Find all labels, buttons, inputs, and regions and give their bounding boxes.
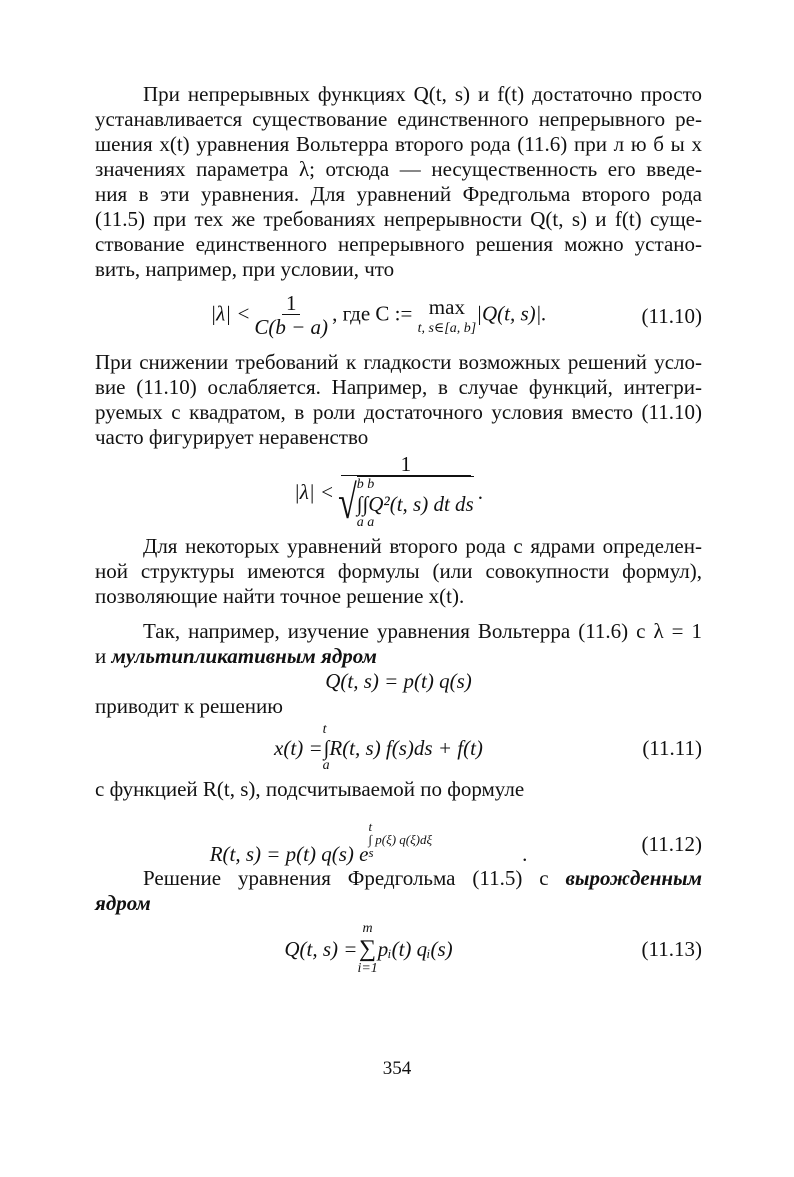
exponent: ∫ p(ξ) q(ξ)dξ — [368, 831, 433, 847]
fraction — [338, 453, 474, 531]
equation-number: (11.12) — [641, 832, 702, 856]
equation-sqrt-condition — [95, 450, 702, 534]
text-line: ния в эти уравнения. Для уравнений Фредгольма второго рода — [95, 182, 702, 206]
text-line: ствование единственного непрерывного решения можно устано- — [95, 232, 702, 256]
text-line: с функцией R(t, s), подсчитываемой по формуле — [95, 777, 525, 801]
period: . — [522, 841, 528, 866]
text-line: устанавливается существование единственного непрерывного ре- — [95, 107, 702, 131]
eq-text: Q(t, s) = p(t) q(s) — [325, 669, 472, 693]
eq-lhs: Q(t, s) = — [284, 936, 358, 961]
lower-limits: a a — [356, 515, 375, 530]
sum-upper: m — [362, 921, 373, 936]
equation-multiplicative-kernel — [95, 669, 702, 694]
integrand: ∫∫Q²(t, s) dt ds — [356, 492, 474, 516]
eq-lhs: |λ| < — [294, 479, 335, 504]
equation-11-10 — [95, 282, 702, 350]
text: Решение уравнения Фредгольма (11.5) с — [143, 866, 549, 890]
text: и — [95, 644, 112, 668]
text-line: вие (11.10) ослабляется. Например, в случае функций, интегри- — [95, 375, 702, 399]
text-line: Для некоторых уравнений второго рода с ядрами определен- — [143, 534, 702, 558]
sum-lower: i=1 — [357, 961, 378, 976]
exponent-upper-limit: t — [368, 818, 373, 834]
exponent-lower-limit: s — [368, 844, 374, 860]
eq-lhs: x(t) = — [274, 735, 323, 760]
text-line: Так, например, изучение уравнения Вольтерра (11.6) с λ = 1 — [143, 619, 702, 643]
body-text — [95, 82, 702, 982]
eq-rhs: pᵢ(t) qᵢ(s) — [377, 936, 453, 961]
eq-rhs: |Q(t, s)|. — [476, 301, 547, 326]
text-line: ной структуры имеются формулы (или совокупности формул), — [95, 559, 702, 583]
max-subscript: t, s∈[a, b] — [417, 321, 477, 336]
lower-limit: a — [322, 758, 330, 773]
text-line: руемых с квадратом, в роли достаточного условия вместо (11.10) — [95, 400, 702, 424]
equation-11-13 — [95, 916, 702, 982]
text-line: вить, например, при условии, что — [95, 257, 395, 281]
period: . — [477, 479, 483, 504]
numerator: 1 — [282, 292, 301, 315]
upper-limits: b b — [356, 477, 375, 492]
fraction — [254, 292, 328, 339]
text-line — [95, 891, 702, 916]
term-degenerate: вырожденным — [565, 866, 702, 890]
text-line — [95, 644, 702, 669]
text-line: шения x(t) уравнения Вольтерра второго рода (11.6) при л ю б ы х — [95, 132, 702, 156]
text-line — [95, 866, 702, 891]
sum-icon: ∑ — [359, 936, 377, 962]
term-multiplicative-kernel: мультипликативным ядром — [111, 644, 377, 668]
equation-11-12 — [95, 802, 702, 866]
text-line: При непрерывных функциях Q(t, s) и f(t) достаточно просто — [143, 82, 702, 106]
equation-number: (11.10) — [641, 303, 702, 328]
eq-lhs: |λ| < — [210, 301, 251, 326]
max-operator: max — [428, 295, 465, 319]
text-line: позволяющие найти точное решение x(t). — [95, 584, 465, 608]
upper-limit: t — [322, 722, 327, 737]
equation-number: (11.11) — [642, 735, 702, 760]
page-number: 354 — [382, 1058, 412, 1079]
denominator: C(b − a) — [254, 315, 329, 339]
eq-lhs: R(t, s) = p(t) q(s) e — [209, 841, 369, 866]
equation-number: (11.13) — [641, 936, 702, 961]
sqrt-icon: √ — [338, 476, 357, 529]
term-kernel: ядром — [95, 891, 151, 915]
eq-rhs: ∫R(t, s) f(s)ds + f(t) — [323, 735, 483, 760]
text-line: значениях параметра λ; отсюда — несущественность его введе- — [95, 157, 702, 181]
equation-11-11 — [95, 719, 702, 777]
text-line: приводит к решению — [95, 694, 283, 718]
numerator: 1 — [341, 453, 472, 476]
text-line: часто фигурирует неравенство — [95, 425, 369, 449]
where-text: , где C := — [332, 301, 418, 326]
text-line: При снижении требований к гладкости возможных решений усло- — [95, 350, 702, 374]
text-line: (11.5) при тех же требованиях непрерывности Q(t, s) и f(t) суще- — [95, 207, 702, 231]
